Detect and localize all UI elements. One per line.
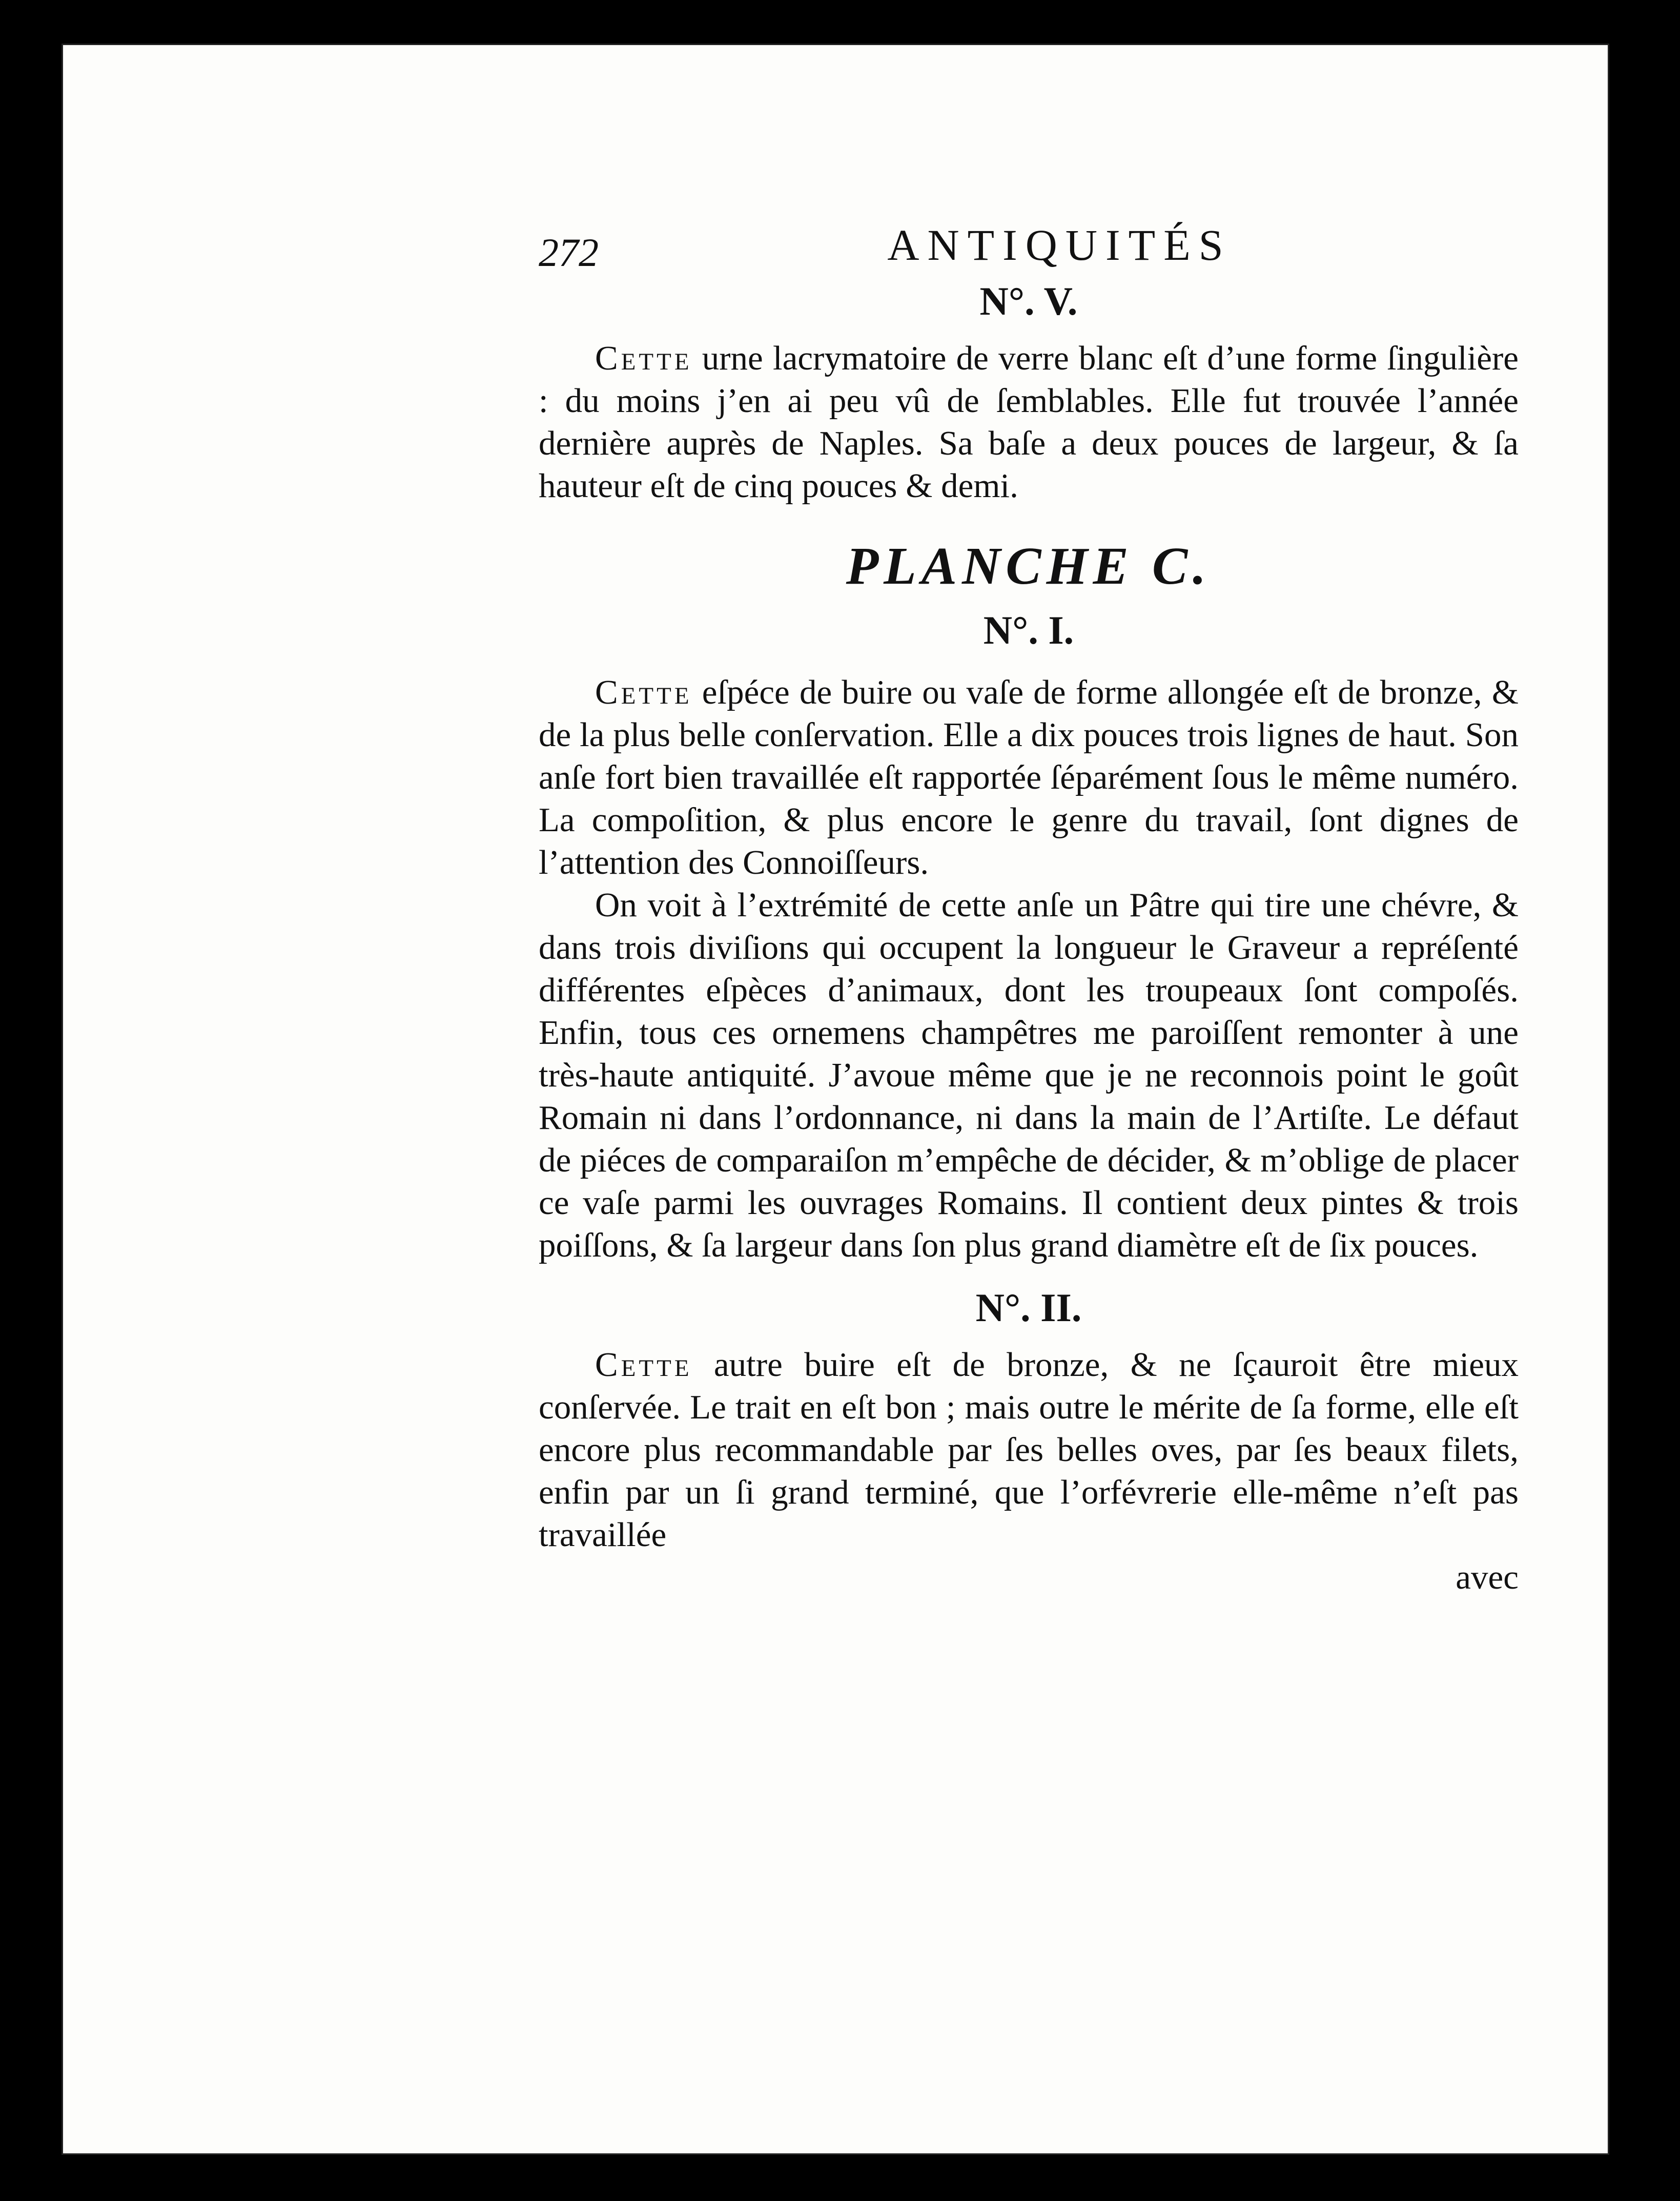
lead-word: Cette [595, 339, 692, 377]
section-heading-no-ii: N°. II. [975, 1285, 1082, 1330]
section-heading-no-i: N°. I. [983, 608, 1074, 652]
section-heading-no-v: N°. V. [979, 279, 1078, 323]
paragraph-no-v [539, 337, 1519, 507]
paragraph-no-i-2: On voit à l’extrémité de cette anſe un Pâtre qui tire une chévre, & dans trois diviſions qui occupent la longueur le Graveur a repréſenté différentes eſpèces d’animaux, dont les troupeaux ſont compoſés. Enfin, tous ces ornemens champêtres me paroiſſent remonter à une très-haute antiquité. J’avoue même que je ne reconnois point le goût Romain ni dans l’ordonnance, ni dans la main de l’Artiſte. Le défaut de piéces de comparaiſon m’empêche de décider, & m’oblige de placer ce vaſe parmi les ouvrages Romains. Il contient deux pintes & trois poiſſons, & ſa largeur dans ſon plus grand diamètre eſt de ſix pouces. [539, 886, 1519, 1264]
page-content [539, 199, 1519, 1599]
page-header [539, 199, 1519, 276]
page-number: 272 [539, 230, 599, 275]
paragraph-text: urne lacrymatoire de verre blanc eſt d’une forme ſingulière : du moins j’en ai peu vû de ſemblables. Elle fut trouvée l’année dernière auprès de Naples. Sa baſe a deux pouces de largeur, & ſa hauteur eſt de cinq pouces & demi. [539, 339, 1519, 505]
paragraph-text: eſpéce de buire ou vaſe de forme allongée eſt de bronze, & de la plus belle conſervation. Elle a dix pouces trois lignes de haut. Son anſe fort bien travaillée eſt rapportée ſéparément ſous le même numéro. La compoſition, & plus encore le genre du travail, ſont dignes de l’attention des Connoiſſeurs. [539, 673, 1519, 881]
paragraph-no-i-1 [539, 671, 1519, 884]
plate-heading: PLANCHE C. [846, 537, 1212, 595]
lead-word: Cette [595, 1346, 692, 1384]
catchword: avec [1456, 1558, 1519, 1596]
book-page [62, 44, 1609, 2155]
paragraph-no-ii [539, 1344, 1519, 1556]
paragraph-text: autre buire eſt de bronze, & ne ſçauroit être mieux conſervée. Le trait en eſt bon ; mais outre le mérite de ſa forme, elle eſt encore plus recommandable par ſes belles oves, par ſes beaux filets, enfin par un ſi grand terminé, que l’orfévrerie elle-même n’eſt pas travaillée [539, 1346, 1519, 1554]
running-title: ANTIQUITÉS [887, 220, 1232, 270]
lead-word: Cette [595, 673, 692, 711]
